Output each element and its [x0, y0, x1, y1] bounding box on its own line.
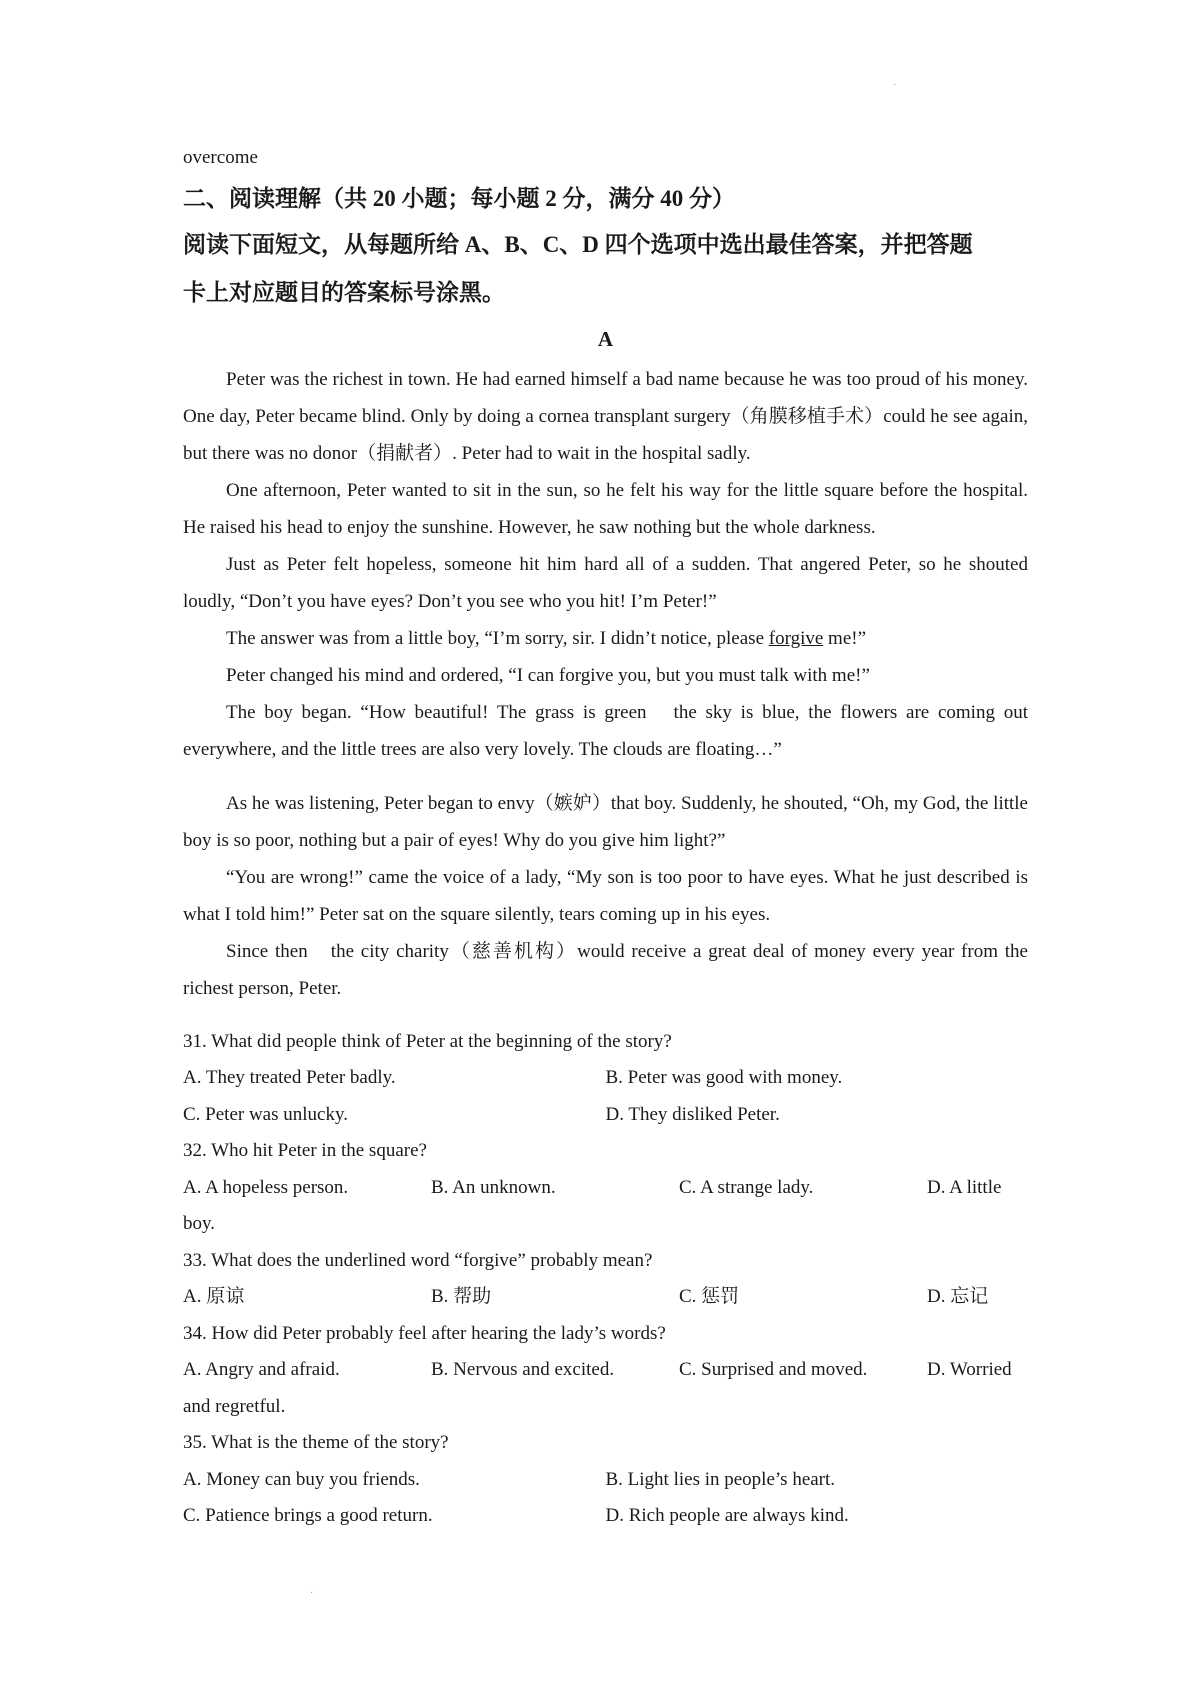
scan-speck: · [310, 1588, 314, 1599]
q32-option-b: B. An unknown. [431, 1176, 556, 1198]
q33-option-b: B. 帮助 [431, 1286, 492, 1307]
q31-option-c: C. Peter was unlucky. [183, 1103, 348, 1125]
p4-after: me!” [823, 627, 867, 649]
q31-options-row-2 [183, 1097, 1028, 1134]
passage-paragraph-6: The boy began. “How beautiful! The grass is green the sky is blue, the flowers are coming out everywhere, and the little trees are also very lovely. The clouds are floating…” [183, 701, 1028, 760]
passage-paragraph-8: “You are wrong!” came the voice of a lady, “My son is too poor to have eyes. What he just described is what I told him!” Peter sat on the square silently, tears coming up in his eyes. [183, 866, 1028, 925]
q34-options-row [183, 1352, 1028, 1389]
q32-options-row [183, 1170, 1028, 1207]
passage-label: A [597, 326, 614, 351]
document-page [183, 140, 1028, 1535]
q33-option-a: A. 原谅 [183, 1286, 245, 1307]
q35-option-d: D. Rich people are always kind. [605, 1505, 849, 1526]
q32-option-d: D. A little [927, 1176, 1002, 1198]
scan-speck: · [893, 80, 897, 91]
q31-options-row-1 [183, 1060, 1028, 1097]
q34-option-a: A. Angry and afraid. [183, 1359, 340, 1380]
q34-option-b: B. Nervous and excited. [431, 1359, 615, 1380]
passage-paragraph-5: Peter changed his mind and ordered, “I can forgive you, but you must talk with me!” [226, 664, 870, 686]
q33-options-row [183, 1279, 1028, 1316]
question-32: 32. Who hit Peter in the square? [183, 1140, 427, 1161]
q34-option-d: D. Worried [927, 1359, 1012, 1380]
q34-option-c: C. Surprised and moved. [679, 1359, 868, 1380]
q33-option-d: D. 忘记 [927, 1286, 989, 1307]
passage-paragraph-7: As he was listening, Peter began to envy（嫉妒）that boy. Suddenly, he shouted, “Oh, my God, the little boy is so poor, nothing but a pair of eyes! Why do you give him light?” [183, 792, 1028, 851]
q32-option-c: C. A strange lady. [679, 1176, 814, 1198]
top-word: overcome [183, 147, 258, 168]
passage-paragraph-2: One afternoon, Peter wanted to sit in the sun, so he felt his way for the little square before the hospital. He raised his head to enjoy the sunshine. However, he saw nothing but the whole darkness. [183, 479, 1028, 538]
q31-option-a: A. They treated Peter badly. [183, 1067, 396, 1088]
question-34: 34. How did Peter probably feel after hearing the lady’s words? [183, 1322, 666, 1344]
q35-option-a: A. Money can buy you friends. [183, 1468, 420, 1490]
question-35: 35. What is the theme of the story? [183, 1432, 449, 1453]
section-title: 二、阅读理解（共 20 小题；每小题 2 分，满分 40 分） [183, 185, 735, 211]
underlined-word-forgive: forgive [768, 627, 824, 649]
instruction-line-2: 卡上对应题目的答案标号涂黑。 [183, 279, 505, 305]
q32-option-d-continued: boy. [183, 1213, 216, 1234]
question-33: 33. What does the underlined word “forgive” probably mean? [183, 1249, 653, 1271]
q35-option-c: C. Patience brings a good return. [183, 1505, 433, 1526]
instruction-line-1: 阅读下面短文，从每题所给 A、B、C、D 四个选项中选出最佳答案，并把答题 [183, 231, 973, 257]
q34-option-d-continued: and regretful. [183, 1395, 286, 1417]
q32-option-a: A. A hopeless person. [183, 1176, 349, 1198]
q35-options-row-2 [183, 1498, 1028, 1535]
q31-option-d: D. They disliked Peter. [605, 1103, 780, 1125]
question-31: 31. What did people think of Peter at the beginning of the story? [183, 1030, 672, 1052]
q33-option-c: C. 惩罚 [679, 1286, 740, 1307]
p4-before: The answer was from a little boy, “I’m sorry, sir. I didn’t notice, please [226, 627, 769, 649]
q35-options-row-1 [183, 1462, 1028, 1499]
passage-paragraph-3: Just as Peter felt hopeless, someone hit him hard all of a sudden. That angered Peter, so he shouted loudly, “Don’t you have eyes? Don’t you see who you hit! I’m Peter!” [183, 553, 1028, 612]
q31-option-b: B. Peter was good with money. [605, 1067, 843, 1088]
passage-paragraph-1: Peter was the richest in town. He had earned himself a bad name because he was too proud of his money. One day, Peter became blind. Only by doing a cornea transplant surgery（角膜移植手术）could he see again, but there was no donor（捐献者）. Peter had to wait in the hospital sadly. [183, 368, 1028, 464]
passage-paragraph-9: Since then the city charity（慈善机构）would receive a great deal of money every year from the richest person, Peter. [183, 940, 1028, 999]
passage-paragraph-4 [183, 620, 1028, 657]
q35-option-b: B. Light lies in people’s heart. [605, 1468, 836, 1490]
